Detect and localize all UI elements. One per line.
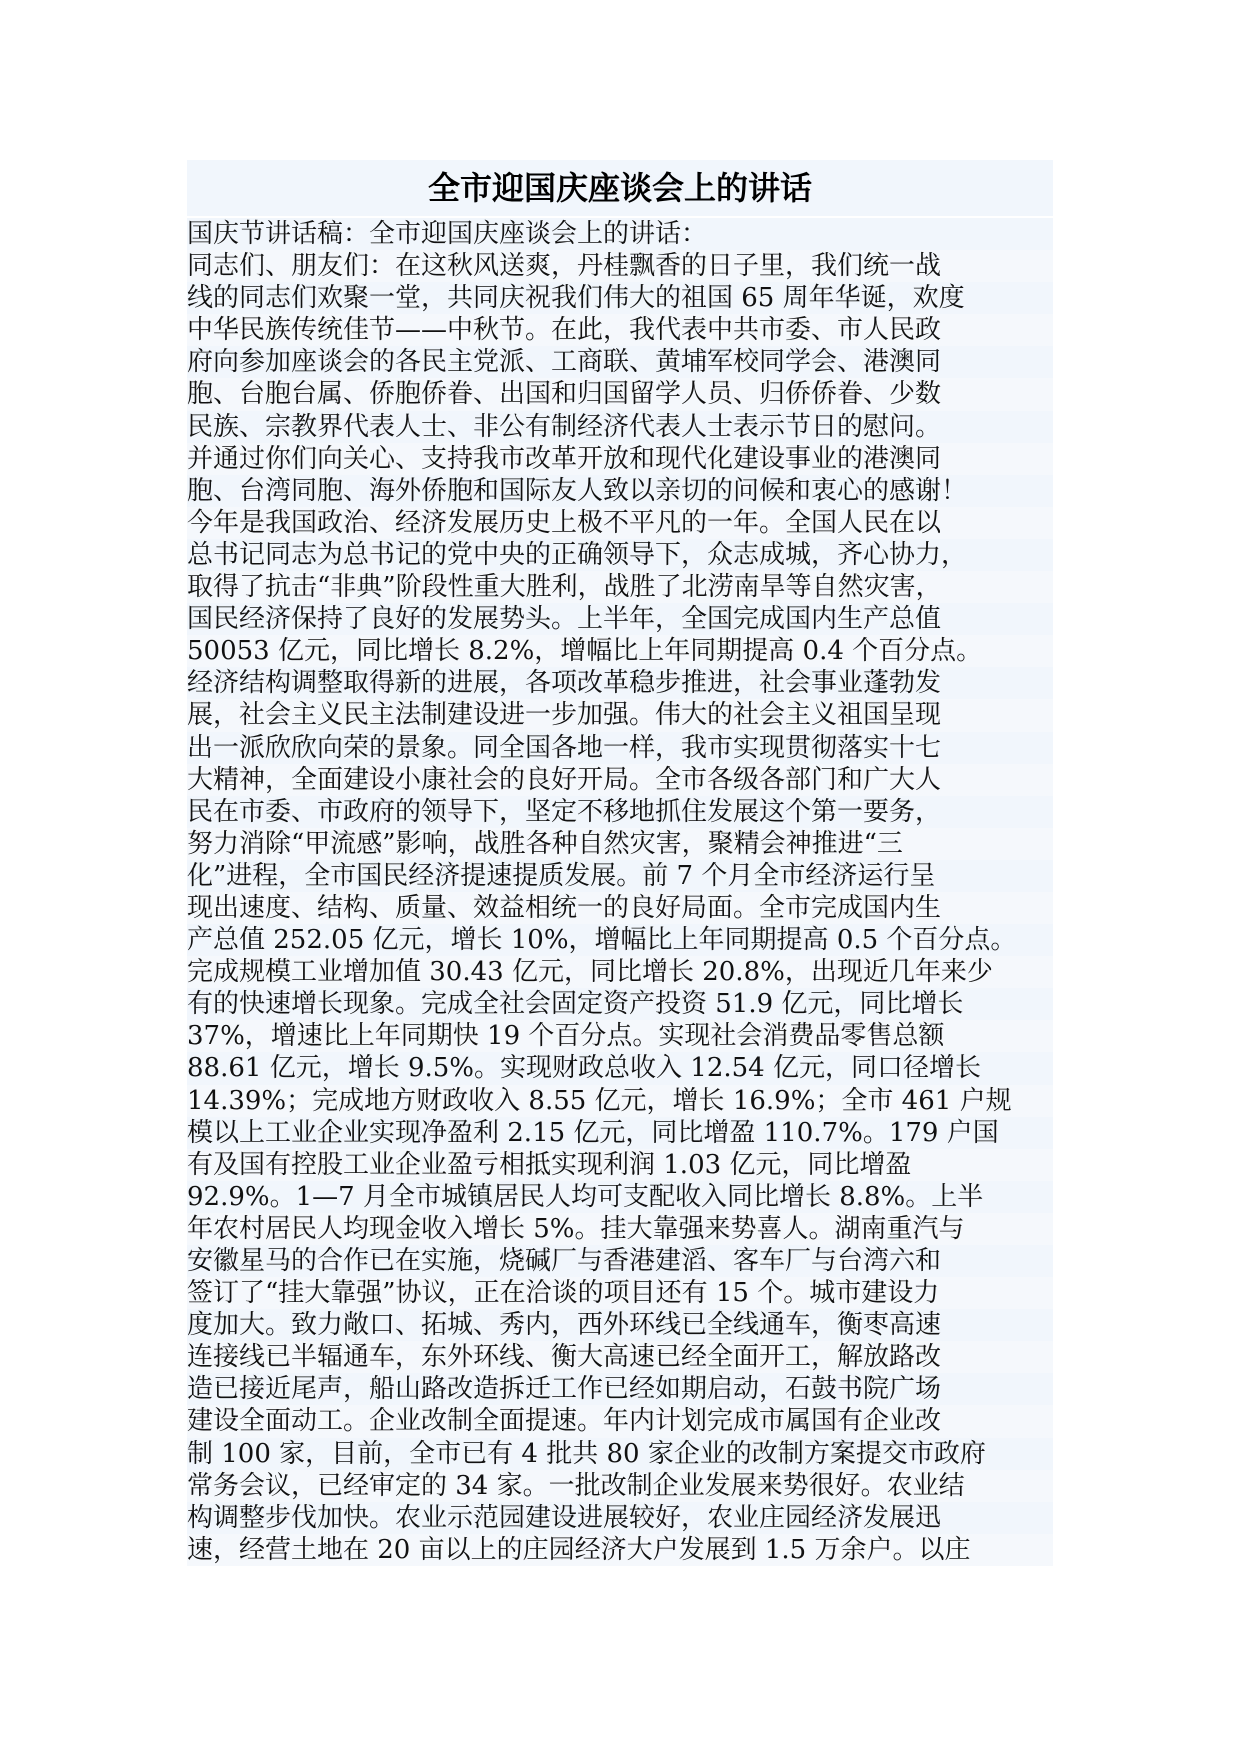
text-line: 国民经济保持了良好的发展势头。上半年，全国完成国内生产总值 <box>187 603 1053 635</box>
text-line: 化”进程，全市国民经济提速提质发展。前 7 个月全市经济运行呈 <box>187 860 1053 892</box>
text-line: 并通过你们向关心、支持我市改革开放和现代化建设事业的港澳同 <box>187 443 1053 475</box>
text-line: 同志们、朋友们：在这秋风送爽，丹桂飘香的日子里，我们统一战 <box>187 250 1053 282</box>
text-line: 产总值 252.05 亿元，增长 10%，增幅比上年同期提高 0.5 个百分点。 <box>187 924 1053 956</box>
text-line: 努力消除“甲流感”影响，战胜各种自然灾害，聚精会神推进“三 <box>187 828 1053 860</box>
text-line: 展，社会主义民主法制建设进一步加强。伟大的社会主义祖国呈现 <box>187 699 1053 731</box>
text-line: 37%，增速比上年同期快 19 个百分点。实现社会消费品零售总额 <box>187 1020 1053 1052</box>
text-line: 建设全面动工。企业改制全面提速。年内计划完成市属国有企业改 <box>187 1405 1053 1437</box>
text-line: 国庆节讲话稿：全市迎国庆座谈会上的讲话： <box>187 218 1053 250</box>
text-line: 出一派欣欣向荣的景象。同全国各地一样，我市实现贯彻落实十七 <box>187 732 1053 764</box>
text-line: 大精神，全面建设小康社会的良好开局。全市各级各部门和广大人 <box>187 764 1053 796</box>
text-line: 模以上工业企业实现净盈利 2.15 亿元，同比增盈 110.7%。179 户国 <box>187 1117 1053 1149</box>
text-line: 取得了抗击“非典”阶段性重大胜利，战胜了北涝南旱等自然灾害， <box>187 571 1053 603</box>
text-line: 中华民族传统佳节——中秋节。在此，我代表中共市委、市人民政 <box>187 314 1053 346</box>
document-title: 全市迎国庆座谈会上的讲话 <box>187 160 1053 216</box>
text-line: 线的同志们欢聚一堂，共同庆祝我们伟大的祖国 65 周年华诞，欢度 <box>187 282 1053 314</box>
text-line: 有及国有控股工业企业盈亏相抵实现利润 1.03 亿元，同比增盈 <box>187 1149 1053 1181</box>
text-line: 民在市委、市政府的领导下，坚定不移地抓住发展这个第一要务， <box>187 796 1053 828</box>
text-line: 总书记同志为总书记的党中央的正确领导下，众志成城，齐心协力， <box>187 539 1053 571</box>
text-line: 安徽星马的合作已在实施，烧碱厂与香港建滔、客车厂与台湾六和 <box>187 1245 1053 1277</box>
text-line: 府向参加座谈会的各民主党派、工商联、黄埔军校同学会、港澳同 <box>187 346 1053 378</box>
text-line: 民族、宗教界代表人士、非公有制经济代表人士表示节日的慰问。 <box>187 411 1053 443</box>
text-line: 签订了“挂大靠强”协议，正在洽谈的项目还有 15 个。城市建设力 <box>187 1277 1053 1309</box>
text-line: 度加大。致力敞口、拓城、秀内，西外环线已全线通车，衡枣高速 <box>187 1309 1053 1341</box>
text-line: 今年是我国政治、经济发展历史上极不平凡的一年。全国人民在以 <box>187 507 1053 539</box>
text-line: 胞、台湾同胞、海外侨胞和国际友人致以亲切的问候和衷心的感谢！ <box>187 475 1053 507</box>
text-line: 有的快速增长现象。完成全社会固定资产投资 51.9 亿元，同比增长 <box>187 988 1053 1020</box>
text-line: 胞、台胞台属、侨胞侨眷、出国和归国留学人员、归侨侨眷、少数 <box>187 378 1053 410</box>
text-line: 现出速度、结构、质量、效益相统一的良好局面。全市完成国内生 <box>187 892 1053 924</box>
text-line: 年农村居民人均现金收入增长 5%。挂大靠强来势喜人。湖南重汽与 <box>187 1213 1053 1245</box>
text-line: 构调整步伐加快。农业示范园建设进展较好，农业庄园经济发展迅 <box>187 1502 1053 1534</box>
text-line: 速，经营土地在 20 亩以上的庄园经济大户发展到 1.5 万余户。以庄 <box>187 1534 1053 1566</box>
text-line: 88.61 亿元，增长 9.5%。实现财政总收入 12.54 亿元，同口径增长 <box>187 1052 1053 1084</box>
text-line: 50053 亿元，同比增长 8.2%，增幅比上年同期提高 0.4 个百分点。 <box>187 635 1053 667</box>
text-line: 造已接近尾声，船山路改造拆迁工作已经如期启动，石鼓书院广场 <box>187 1373 1053 1405</box>
text-line: 完成规模工业增加值 30.43 亿元，同比增长 20.8%，出现近几年来少 <box>187 956 1053 988</box>
document-body <box>187 160 1053 1566</box>
text-line: 14.39%；完成地方财政收入 8.55 亿元，增长 16.9%；全市 461 户规 <box>187 1085 1053 1117</box>
text-line: 92.9%。1—7 月全市城镇居民人均可支配收入同比增长 8.8%。上半 <box>187 1181 1053 1213</box>
text-line: 连接线已半辐通车，东外环线、衡大高速已经全面开工，解放路改 <box>187 1341 1053 1373</box>
text-line: 常务会议，已经审定的 34 家。一批改制企业发展来势很好。农业结 <box>187 1470 1053 1502</box>
text-line: 经济结构调整取得新的进展，各项改革稳步推进，社会事业蓬勃发 <box>187 667 1053 699</box>
text-line: 制 100 家，目前，全市已有 4 批共 80 家企业的改制方案提交市政府 <box>187 1438 1053 1470</box>
document-text <box>187 218 1053 1566</box>
